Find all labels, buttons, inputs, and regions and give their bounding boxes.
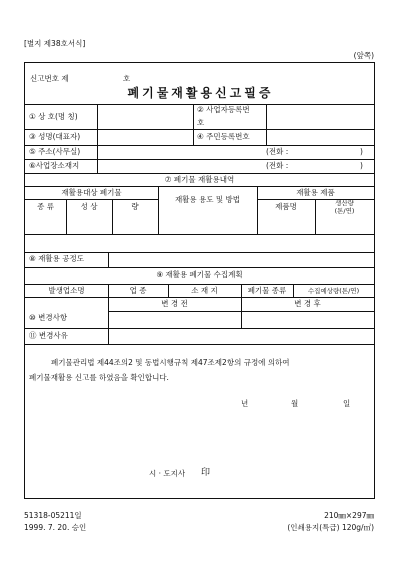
date-month: 월 (291, 399, 299, 408)
official-seal: 印 (201, 468, 211, 478)
source-name-header: 발생업소명 (48, 286, 85, 295)
phone-close: ) (360, 147, 363, 156)
site-phone-label: (전화 : (266, 161, 289, 170)
date-year: 년 (241, 399, 249, 408)
trade-name-label: ① 상 호(명 칭) (29, 112, 78, 121)
business-reg-label-cont: 호 (197, 118, 205, 127)
collection-plan-title: ⑨ 재활용 폐기물 수집계획 (156, 270, 243, 279)
target-waste-header: 재활용대상 폐기물 (61, 188, 122, 197)
use-method-header: 재활용 용도 및 방법 (174, 195, 241, 204)
approval-date: 1999. 7. 20. 승인 (24, 523, 87, 532)
process-diagram-label: ⑧ 재활용 공정도 (29, 254, 84, 263)
statement-line-2: 폐기물재활용 신고를 하였음을 확인합니다. (29, 373, 169, 382)
address-label: ⑤ 주소(사무실) (29, 147, 81, 156)
paper-type: (인쇄용지(특급) 120g/㎡) (287, 523, 374, 532)
recycling-details-title: ⑦ 폐기물 재활용내역 (164, 175, 235, 184)
form-code: 51318-05211일 (24, 511, 82, 520)
paper-size: 210㎜×297㎜ (324, 511, 374, 520)
waste-type-header: 종 류 (37, 202, 54, 211)
change-reason-label: ⑪ 변경사유 (29, 331, 68, 340)
representative-label: ③ 성명(대표자) (29, 132, 81, 141)
waste-property-header: 성 상 (80, 202, 98, 211)
report-number-label: 신고번호 제 (30, 74, 69, 83)
production-header: 생산량 (335, 199, 354, 207)
production-unit: (톤/연) (334, 207, 355, 215)
business-reg-label: ② 사업자등록번 (197, 105, 250, 114)
changes-label: ⑩ 변경사항 (29, 313, 68, 322)
product-name-header: 제품명 (275, 202, 297, 211)
date-day: 일 (343, 399, 351, 408)
front-side-note: (앞쪽) (353, 51, 374, 60)
waste-quantity-header: 량 (131, 202, 139, 211)
waste-kind-header: 폐기물 종류 (247, 286, 287, 295)
issuer-label: 시 · 도지사 (149, 469, 186, 478)
location-header: 소 재 지 (191, 286, 218, 295)
after-change-header: 변 경 후 (294, 299, 321, 308)
site-phone-close: ) (360, 161, 363, 170)
phone-label: (전화 : (266, 147, 289, 156)
form-number-label: [별지 제38호서식] (24, 39, 86, 48)
recycled-product-header: 재활용 제품 (296, 188, 335, 197)
before-change-header: 변 경 전 (161, 299, 188, 308)
form-title: 폐기물재활용신고필증 (127, 86, 274, 100)
statement-line-1: 폐기물관리법 제44조의2 및 동법시행규칙 제47조제2항의 규정에 의하여 (51, 358, 290, 367)
resident-reg-label: ④ 주민등록번호 (197, 132, 250, 141)
certificate-form (24, 62, 375, 499)
industry-header: 업 종 (129, 286, 147, 295)
report-number-suffix: 호 (123, 74, 131, 83)
site-location-label: ⑥사업장소재지 (29, 161, 80, 170)
planned-quantity-header: 수집예상량(톤/연) (307, 287, 360, 295)
